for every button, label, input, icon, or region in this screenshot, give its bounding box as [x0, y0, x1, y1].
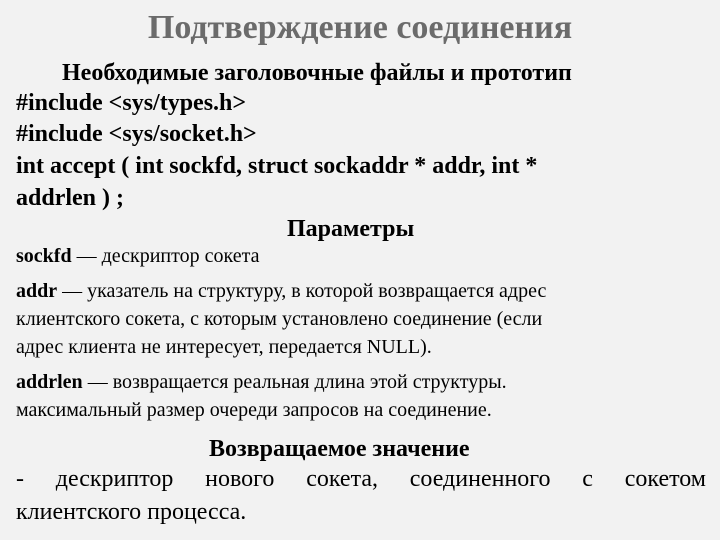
param-addr-desc-line1: — указатель на структуру, в которой возвращается адрес — [57, 280, 547, 302]
param-sockfd — [16, 243, 259, 270]
return-text-line2: клиентского процесса. — [16, 499, 247, 525]
param-addr-desc-line2: клиентского сокета, с которым установлено соединение (если — [16, 308, 543, 330]
param-sockfd-desc: — дескриптор сокета — [71, 245, 260, 267]
param-addrlen — [16, 369, 507, 396]
param-addr-desc-line3: адрес клиента не интересует, передается NULL). — [16, 336, 432, 358]
param-sockfd-name: sockfd — [16, 245, 72, 267]
param-addr-name: addr — [16, 280, 58, 302]
params-heading: Параметры — [287, 216, 415, 242]
code-line-accept-prototype: int accept ( int sockfd, struct sockaddr * addr, int * — [16, 153, 538, 179]
code-line-addrlen: addrlen ) ; — [16, 185, 124, 211]
code-line-include-types: #include <sys/types.h> — [16, 90, 247, 116]
param-addr — [16, 278, 546, 305]
param-addrlen-desc-line1: — возвращается реальная длина этой структуры. — [82, 371, 507, 393]
code-line-include-socket: #include <sys/socket.h> — [16, 121, 257, 147]
subtitle: Необходимые заголовочные файлы и прототип — [62, 60, 572, 86]
param-addrlen-name: addrlen — [16, 371, 83, 393]
page-title: Подтверждение соединения — [147, 9, 573, 46]
return-text-line1: - дескриптор нового сокета, соединенного с сокетом — [16, 466, 706, 492]
param-addrlen-desc-line2: максимальный размер очереди запросов на соединение. — [16, 399, 492, 421]
return-heading: Возвращаемое значение — [209, 436, 470, 462]
